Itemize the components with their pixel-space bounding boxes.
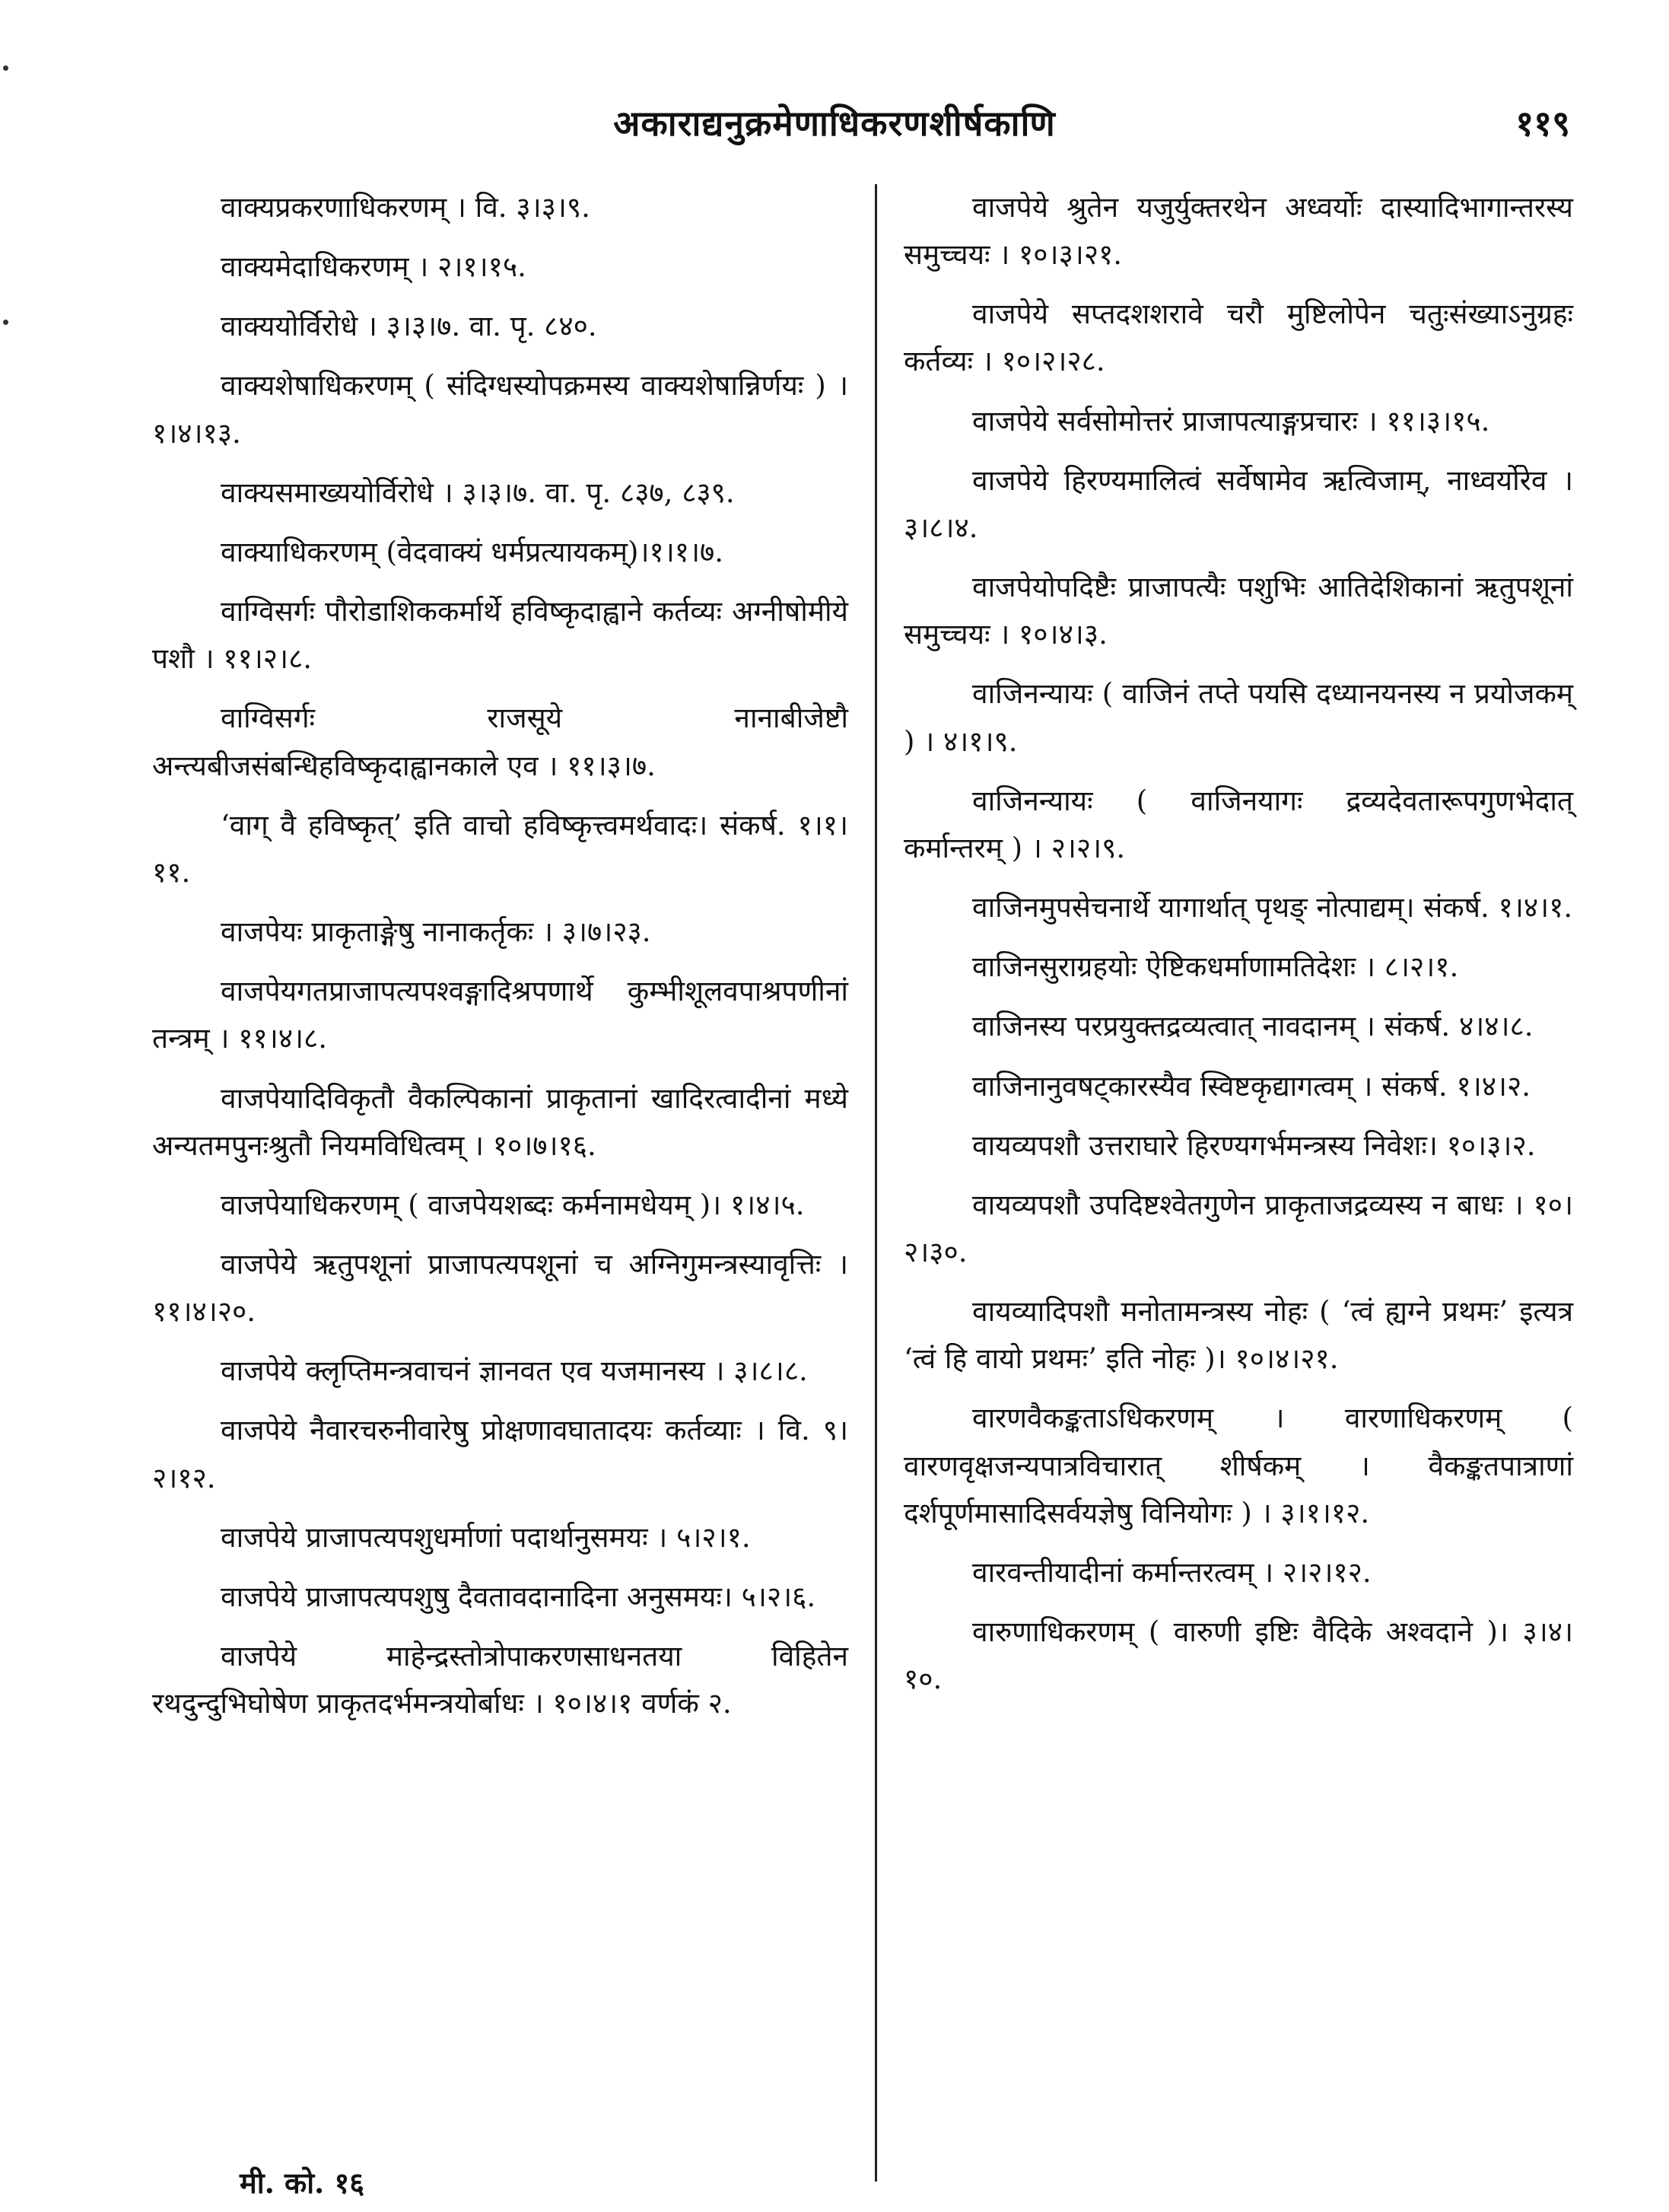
index-entry: वाजपेयगतप्राजापत्यपश्वङ्गादिश्रपणार्थे कुम्भीशूलवपाश्रपणीनां तन्त्रम् । ११।४।८. (152, 975, 848, 1055)
index-entry: वायव्यपशौ उपदिष्टश्वेतगुणेन प्राकृताजद्रव्यस्य न बाधः । १०।२।३०. (904, 1188, 1573, 1268)
index-entry: वाक्यमेदाधिकरणम् । २।१।१५. (221, 250, 526, 284)
index-entry: वाजपेये प्राजापत्यपशुधर्माणां पदार्थानुसमयः । ५।२।१. (221, 1520, 751, 1554)
index-entry: वाजपेयाधिकरणम् ( वाजपेयशब्दः कर्मनामधेयम् )। १।४।५. (221, 1188, 805, 1221)
column-divider (875, 184, 877, 2182)
page-number: ११९ (1515, 103, 1570, 144)
index-entry: वाक्यशेषाधिकरणम् ( संदिग्धस्योपक्रमस्य वाक्यशेषान्निर्णयः ) । १।४।१३. (152, 369, 848, 450)
index-entry: वारणवैकङ्कताऽधिकरणम् । वारणाधिकरणम् ( वारणवृक्षजन्यपात्रविचारात् शीर्षकम् । वैकङ्कतपात्राणां दर्शपूर्णमासादिसर्वयज्ञेषु विनियोगः ) । ३।१।१२. (904, 1402, 1573, 1529)
index-entry: वाजिनस्य परप्रयुक्तद्रव्यत्वात् नावदानम् । संकर्ष. ४।४।८. (972, 1010, 1534, 1043)
index-entry: वाजिनन्यायः ( वाजिनं तप्ते पयसि दध्यानयनस्य न प्रयोजकम् ) । ४।१।९. (904, 677, 1573, 758)
right-column (904, 184, 1573, 1715)
index-entry: वाजपेये माहेन्द्रस्तोत्रोपाकरणसाधनतया विहितेन रथदुन्दुभिघोषेण प्राकृतदर्भमन्त्रयोर्बाधः । १०।४।१ वर्णकं २. (152, 1640, 848, 1720)
index-entry: वाजपेये सप्तदशशरावे चरौ मुष्टिलोपेन चतुःसंख्याऽनुग्रहः कर्तव्यः । १०।२।२८. (904, 298, 1573, 378)
page-header (0, 99, 1669, 160)
index-entry: वारवन्तीयादीनां कर्मान्तरत्वम् । २।२।१२. (972, 1555, 1372, 1589)
index-entry: वाजपेये हिरण्यमालित्वं सर्वेषामेव ऋत्विजाम्, नाध्वर्योरेव । ३।८।४. (904, 463, 1573, 544)
index-entry: वाजिनसुराग्रहयोः ऐष्टिकधर्माणामतिदेशः । ८।२।१. (972, 950, 1459, 984)
index-entry: वाक्यसमाख्ययोर्विरोधे । ३।३।७. वा. पृ. ८३७, ८३९. (221, 476, 735, 509)
index-entry: वाजपेये ऋतुपशूनां प्राजापत्यपशूनां च अग्निगुमन्त्रस्यावृत्तिः । ११।४।२०. (152, 1247, 848, 1329)
index-entry: वारुणाधिकरणम् ( वारुणी इष्टिः वैदिके अश्वदाने )। ३।४।१०. (904, 1615, 1573, 1696)
signature-mark: मी. को. १६ (240, 2166, 365, 2200)
index-entry: वाजपेये श्रुतेन यजुर्युक्तरथेन अध्वर्योः दास्यादिभागान्तरस्य समुच्चयः । १०।३।२१. (904, 191, 1573, 272)
index-entry: वाजपेये क्लृप्तिमन्त्रवाचनं ज्ञानवत एव यजमानस्य । ३।८।८. (221, 1354, 808, 1388)
left-column (152, 184, 848, 1739)
margin-dot-mark (3, 65, 8, 71)
index-entry: वायव्यादिपशौ मनोतामन्त्रस्य नोहः ( ‘त्वं ह्यग्ने प्रथमः’ इत्यत्र ‘त्वं हि वायो प्रथमः’ इति नोहः )। १०।४।२१. (904, 1295, 1573, 1376)
index-entry: वाग्विसर्गः पौरोडाशिककर्मार्थे हविष्कृदाह्वाने कर्तव्यः अग्नीषोमीये पशौ । ११।२।८. (152, 595, 848, 676)
index-entry: वाजपेये प्राजापत्यपशुषु दैवतावदानादिना अनुसमयः। ५।२।६. (221, 1580, 816, 1613)
index-entry: वाजिनन्यायः ( वाजिनयागः द्रव्यदेवतारूपगुणभेदात् कर्मान्तरम् ) । २।२।९. (904, 784, 1573, 864)
running-title: अकाराद्यनुक्रमेणाधिकरणशीर्षकाणि (613, 103, 1056, 144)
index-entry: वाजपेये नैवारचरुनीवारेषु प्रोक्षणावघातादयः कर्तव्याः । वि. ९।२।१२. (152, 1414, 848, 1494)
index-entry: वाजपेयादिविकृतौ वैकल्पिकानां प्राकृतानां खादिरत्वादीनां मध्ये अन्यतमपुनःश्रुतौ नियमविधित्वम् । १०।७।१६. (152, 1081, 848, 1162)
index-entry: वाक्ययोर्विरोधे । ३।३।७. वा. पृ. ८४०. (221, 310, 597, 343)
index-entry: वाजिनानुवषट्कारस्यैव स्विष्टकृद्यागत्वम् । संकर्ष. १।४।२. (972, 1069, 1531, 1103)
index-entry: वाजपेयः प्राकृताङ्गेषु नानाकर्तृकः । ३।७।२३. (221, 915, 651, 949)
index-entry: वाक्याधिकरणम् (वेदवाक्यं धर्मप्रत्यायकम्)।१।१।७. (221, 535, 724, 568)
margin-dot-mark (3, 320, 8, 325)
index-entry: ‘वाग् वै हविष्कृत्’ इति वाचो हविष्कृत्त्वमर्थवादः। संकर्ष. १।१।११. (152, 808, 848, 889)
index-entry: वाजिनमुपसेचनार्थे यागार्थात् पृथङ् नोत्पाद्यम्। संकर्ष. १।४।१. (972, 891, 1573, 925)
index-entry: वाग्विसर्गः राजसूये नानाबीजेष्टौ अन्त्यबीजसंबन्धिहविष्कृदाह्वानकाले एव । ११।३।७. (152, 702, 848, 782)
index-entry: वाजपेयोपदिष्टैः प्राजापत्यैः पशुभिः आतिदेशिकानां ऋतुपशूनां समुच्चयः । १०।४।३. (904, 571, 1573, 651)
index-entry: वाजपेये सर्वसोमोत्तरं प्राजापत्याङ्गप्रचारः । ११।३।१५. (972, 404, 1490, 438)
index-entry: वाक्यप्रकरणाधिकरणम् । वि. ३।३।९. (221, 191, 590, 224)
index-entry: वायव्यपशौ उत्तराघारे हिरण्यगर्भमन्त्रस्य निवेशः। १०।३।२. (972, 1128, 1536, 1162)
